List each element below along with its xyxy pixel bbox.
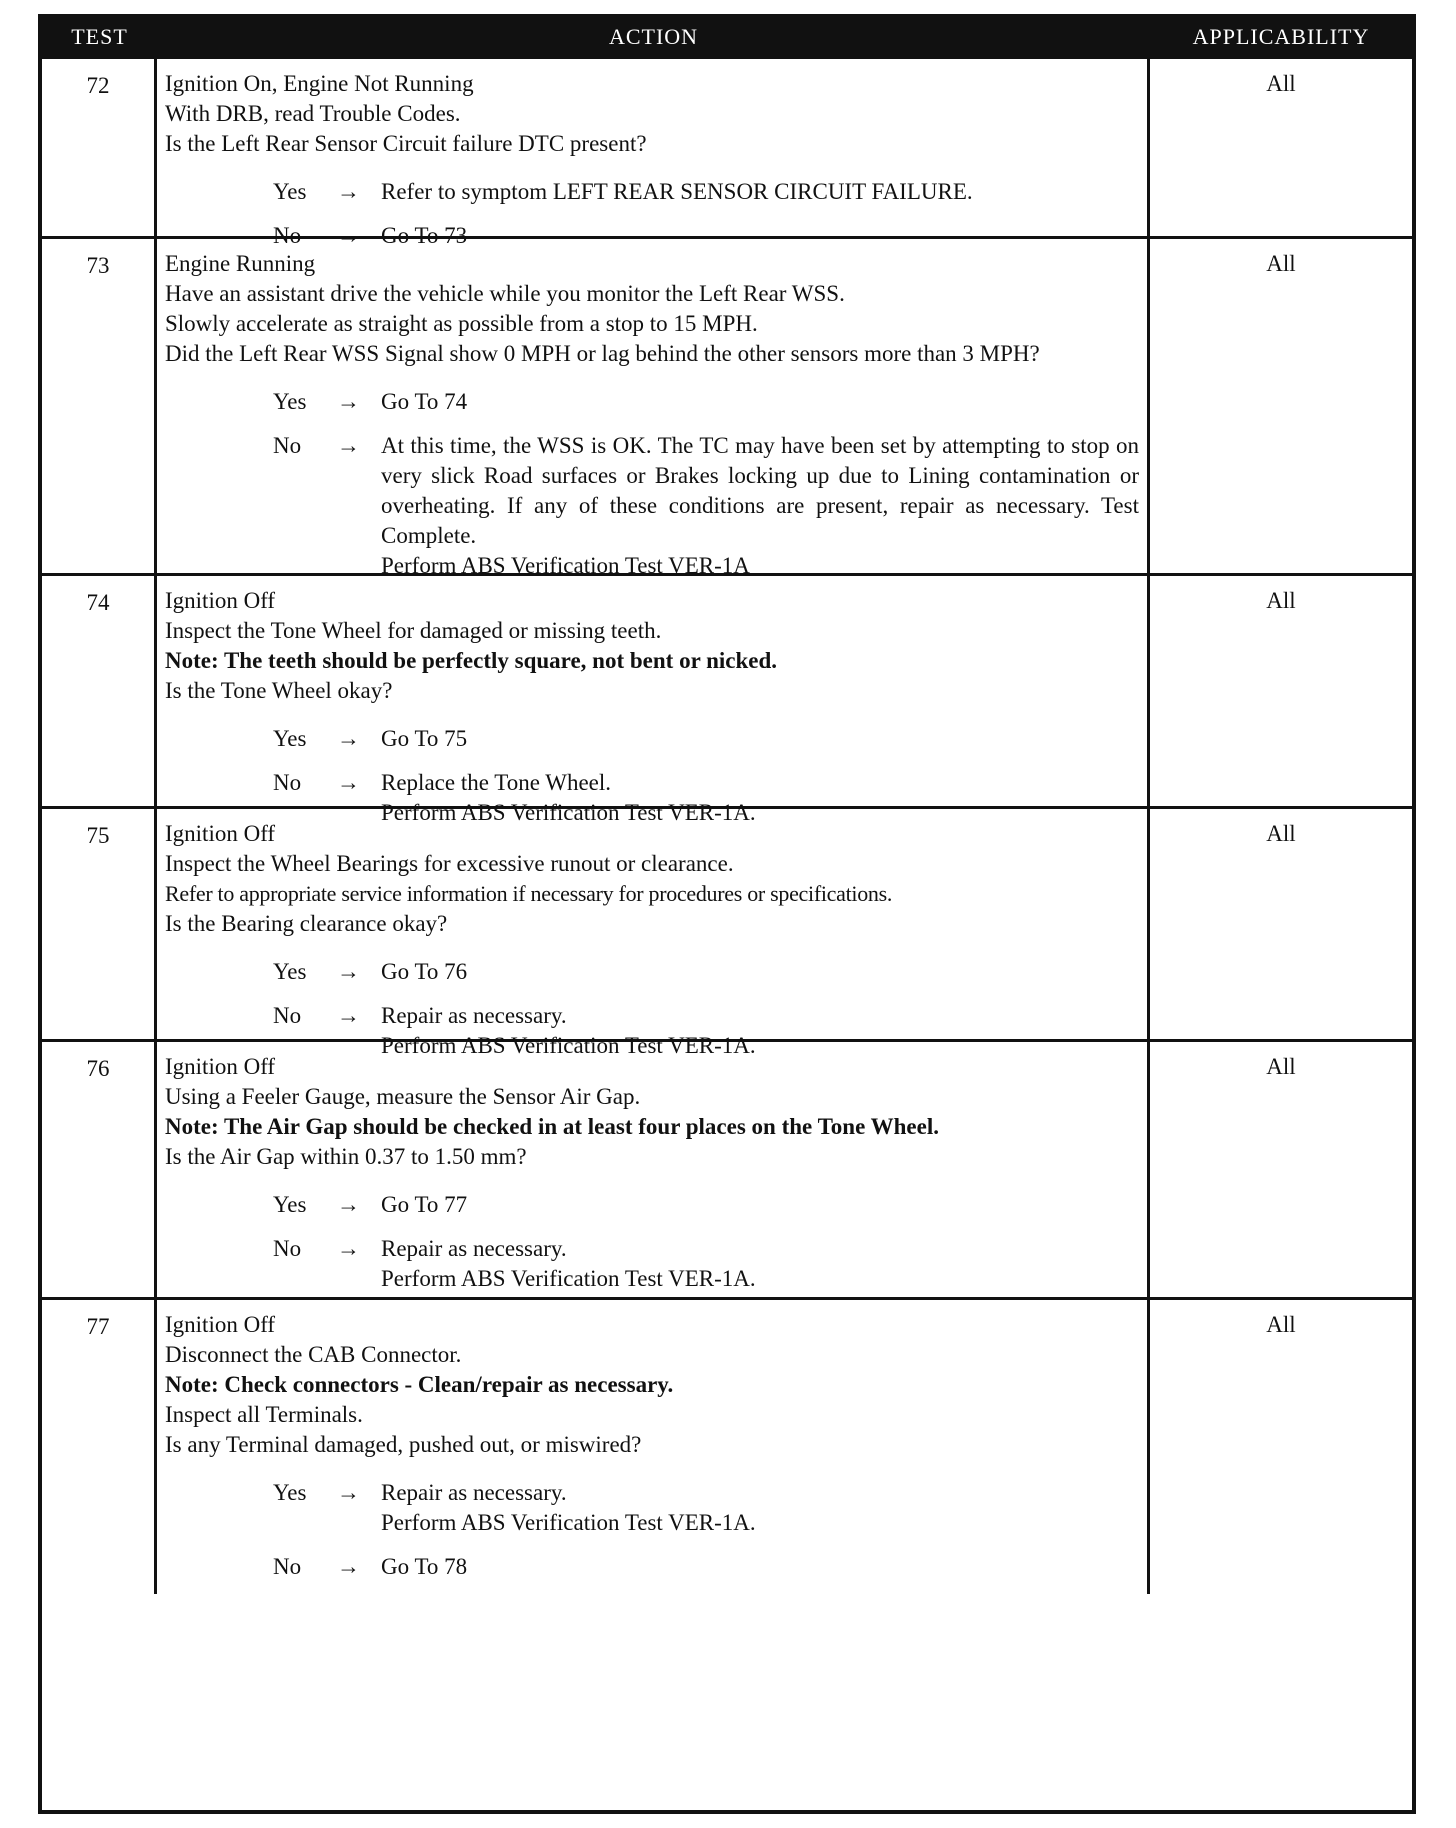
test-row-77	[42, 1297, 1412, 1579]
action-line: Is the Tone Wheel okay?	[165, 678, 393, 703]
arrow-icon: →	[337, 389, 360, 414]
yes-label: Yes	[273, 1192, 307, 1217]
arrow-icon: →	[337, 726, 360, 751]
no-text: Perform ABS Verification Test VER-1A.	[381, 1033, 756, 1058]
table-header	[42, 18, 1412, 56]
test-number: 77	[42, 1300, 157, 1594]
yes-text: Go To 75	[381, 726, 468, 751]
action-line: Is the Bearing clearance okay?	[165, 911, 448, 936]
yes-text: Repair as necessary.	[381, 1480, 567, 1505]
header-applicability: APPLICABILITY	[1192, 24, 1370, 49]
arrow-icon: →	[337, 1192, 360, 1217]
arrow-icon: →	[337, 179, 360, 204]
applicability-value: All	[1266, 588, 1296, 613]
yes-answer	[273, 387, 1139, 417]
yes-label: Yes	[273, 726, 307, 751]
note-line: Note: Check connectors - Clean/repair as necessary.	[165, 1372, 674, 1397]
arrow-icon: →	[337, 1236, 360, 1261]
applicability-value: All	[1266, 71, 1296, 96]
yes-text: Refer to symptom LEFT REAR SENSOR CIRCUIT FAILURE.	[381, 179, 973, 204]
action-line: Is any Terminal damaged, pushed out, or miswired?	[165, 1432, 642, 1457]
yes-answer	[273, 1190, 1139, 1220]
no-text: Replace the Tone Wheel.	[381, 770, 611, 795]
action-line: Is the Air Gap within 0.37 to 1.50 mm?	[165, 1144, 527, 1169]
no-label: No	[273, 1236, 302, 1261]
header-action: ACTION	[608, 24, 699, 49]
action-cell	[157, 1300, 1150, 1594]
yes-text: Perform ABS Verification Test VER-1A.	[381, 1510, 756, 1535]
no-label: No	[273, 1554, 302, 1579]
no-label: No	[273, 1003, 302, 1028]
no-text: Go To 78	[381, 1554, 468, 1579]
yes-text: Go To 76	[381, 959, 468, 984]
test-row-75	[42, 806, 1412, 1058]
action-cell	[157, 239, 1150, 593]
action-line: Ignition Off	[165, 1312, 276, 1337]
arrow-icon: →	[337, 1003, 360, 1028]
action-cell	[157, 59, 1150, 263]
action-line: Ignition Off	[165, 588, 276, 613]
arrow-icon: →	[337, 223, 360, 248]
test-number: 73	[42, 239, 157, 593]
no-text: Repair as necessary.	[381, 1236, 567, 1261]
action-line: Ignition Off	[165, 821, 276, 846]
test-row-72	[42, 56, 1412, 248]
action-line: With DRB, read Trouble Codes.	[165, 101, 461, 126]
test-number: 72	[42, 59, 157, 263]
action-line: Inspect the Wheel Bearings for excessive runout or clearance.	[165, 851, 734, 876]
no-label: No	[273, 433, 302, 458]
action-cell	[157, 576, 1150, 840]
action-line: Inspect all Terminals.	[165, 1402, 363, 1427]
action-line: Slowly accelerate as straight as possible from a stop to 15 MPH.	[165, 311, 758, 336]
no-answer	[273, 431, 1139, 581]
yes-answer	[273, 957, 1139, 987]
yes-text: Go To 74	[381, 389, 468, 414]
no-text: Perform ABS Verification Test VER-1A.	[381, 1266, 756, 1291]
action-line: Ignition Off	[165, 1054, 276, 1079]
action-line: Have an assistant drive the vehicle while you monitor the Left Rear WSS.	[165, 281, 845, 306]
action-line: Disconnect the CAB Connector.	[165, 1342, 462, 1367]
applicability-value: All	[1266, 1312, 1296, 1337]
yes-answer	[273, 724, 1139, 754]
no-text: Go To 73	[381, 223, 468, 248]
diagnostic-table	[38, 14, 1416, 1814]
yes-label: Yes	[273, 179, 307, 204]
test-row-73	[42, 236, 1412, 578]
test-number: 75	[42, 809, 157, 1073]
no-label: No	[273, 770, 302, 795]
no-text: Repair as necessary.	[381, 1003, 567, 1028]
action-line: Is the Left Rear Sensor Circuit failure DTC present?	[165, 131, 647, 156]
action-cell	[157, 809, 1150, 1073]
arrow-icon: →	[337, 770, 360, 795]
action-line: Refer to appropriate service information if necessary for procedures or specifications.	[165, 881, 893, 906]
note-line: Note: The teeth should be perfectly square, not bent or nicked.	[165, 648, 778, 673]
no-label: No	[273, 223, 302, 248]
test-row-74	[42, 573, 1412, 825]
applicability-value: All	[1266, 821, 1296, 846]
test-number: 74	[42, 576, 157, 840]
no-answer	[273, 1552, 1139, 1582]
test-row-76	[42, 1039, 1412, 1297]
arrow-icon: →	[337, 1554, 360, 1579]
no-text: Perform ABS Verification Test VER-1A.	[381, 800, 756, 825]
yes-answer	[273, 177, 1139, 207]
yes-label: Yes	[273, 959, 307, 984]
arrow-icon: →	[337, 433, 360, 458]
applicability-value: All	[1266, 1054, 1296, 1079]
yes-text: Go To 77	[381, 1192, 468, 1217]
note-line: Note: The Air Gap should be checked in at least four places on the Tone Wheel.	[165, 1114, 939, 1139]
no-text: Perform ABS Verification Test VER-1A	[381, 553, 750, 578]
yes-answer	[273, 1478, 1139, 1538]
action-line: Inspect the Tone Wheel for damaged or missing teeth.	[165, 618, 662, 643]
action-line: Did the Left Rear WSS Signal show 0 MPH or lag behind the other sensors more than 3 MPH?	[165, 341, 1040, 366]
action-cell	[157, 1042, 1150, 1306]
header-test: TEST	[71, 24, 128, 49]
arrow-icon: →	[337, 959, 360, 984]
yes-label: Yes	[273, 389, 307, 414]
applicability-value: All	[1266, 251, 1296, 276]
action-line: Engine Running	[165, 251, 316, 276]
action-line: Using a Feeler Gauge, measure the Sensor Air Gap.	[165, 1084, 641, 1109]
no-answer	[273, 1234, 1139, 1294]
no-text: At this time, the WSS is OK. The TC may have been set by attempting to stop on very slick Road surfaces or Brakes locking up due to Lining contamination or overheating. If any of these conditions are present, repair as necessary. Test Complete.	[381, 433, 1139, 548]
test-number: 76	[42, 1042, 157, 1306]
action-line: Ignition On, Engine Not Running	[165, 71, 474, 96]
yes-label: Yes	[273, 1480, 307, 1505]
arrow-icon: →	[337, 1480, 360, 1505]
